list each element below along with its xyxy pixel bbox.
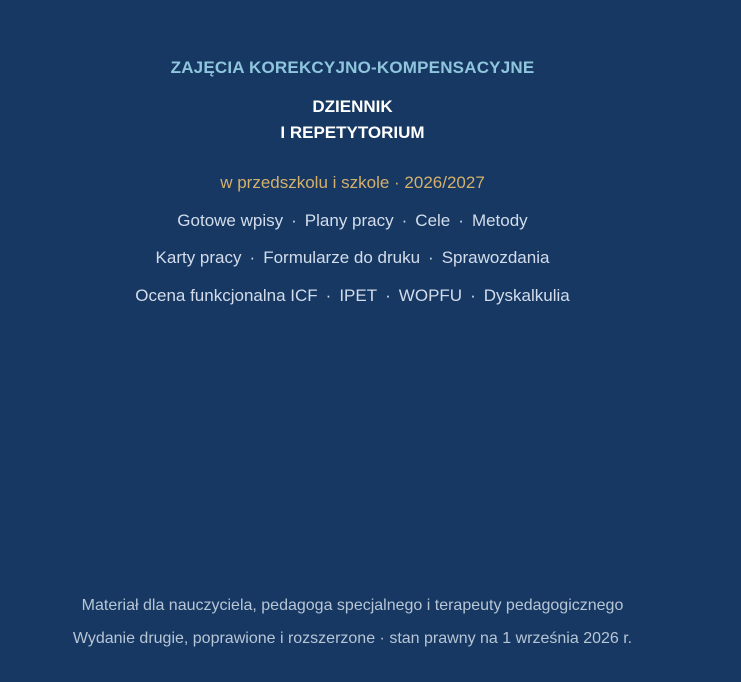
separator-dot: · (470, 286, 476, 305)
separator-dot: · (291, 211, 297, 230)
cover-kicker: ZAJĘCIA KOREKCYJNO-KOMPENSACYJNE (170, 58, 535, 77)
separator-dot: · (428, 248, 434, 267)
cover-title-line: DZIENNIK (312, 97, 393, 116)
feature-item: Gotowe wpisy (177, 211, 284, 230)
feature-list-row (0, 211, 705, 231)
feature-item: Plany pracy (304, 211, 394, 230)
separator-dot: · (401, 211, 408, 230)
cover-subtitle: w przedszkolu i szkole · 2026/2027 (220, 173, 485, 192)
feature-list-row (0, 248, 705, 268)
feature-item: Dyskalkulia (483, 286, 570, 305)
feature-item: Cele (415, 211, 451, 230)
feature-list-row (0, 286, 705, 306)
cover-title-line: I REPETYTORIUM (280, 123, 425, 142)
feature-item: Formularze do druku (263, 248, 421, 267)
cover-title (0, 94, 705, 146)
separator-dot: · (325, 286, 332, 305)
feature-item: Karty pracy (155, 248, 242, 267)
feature-item: IPET (339, 286, 378, 305)
feature-item: WOPFU (398, 286, 463, 305)
separator-dot: · (249, 248, 256, 267)
feature-item: Metody (471, 211, 528, 230)
separator-dot: · (385, 286, 391, 305)
separator-dot: · (458, 211, 464, 230)
feature-item: Ocena funkcjonalna ICF (135, 286, 318, 305)
audience-note: Materiał dla nauczyciela, pedagoga specjalnego i terapeuty pedagogicznego (81, 597, 624, 614)
edition-note: Wydanie drugie, poprawione i rozszerzone · stan prawny na 1 września 2026 r. (72, 630, 633, 647)
feature-item: Sprawozdania (441, 248, 550, 267)
